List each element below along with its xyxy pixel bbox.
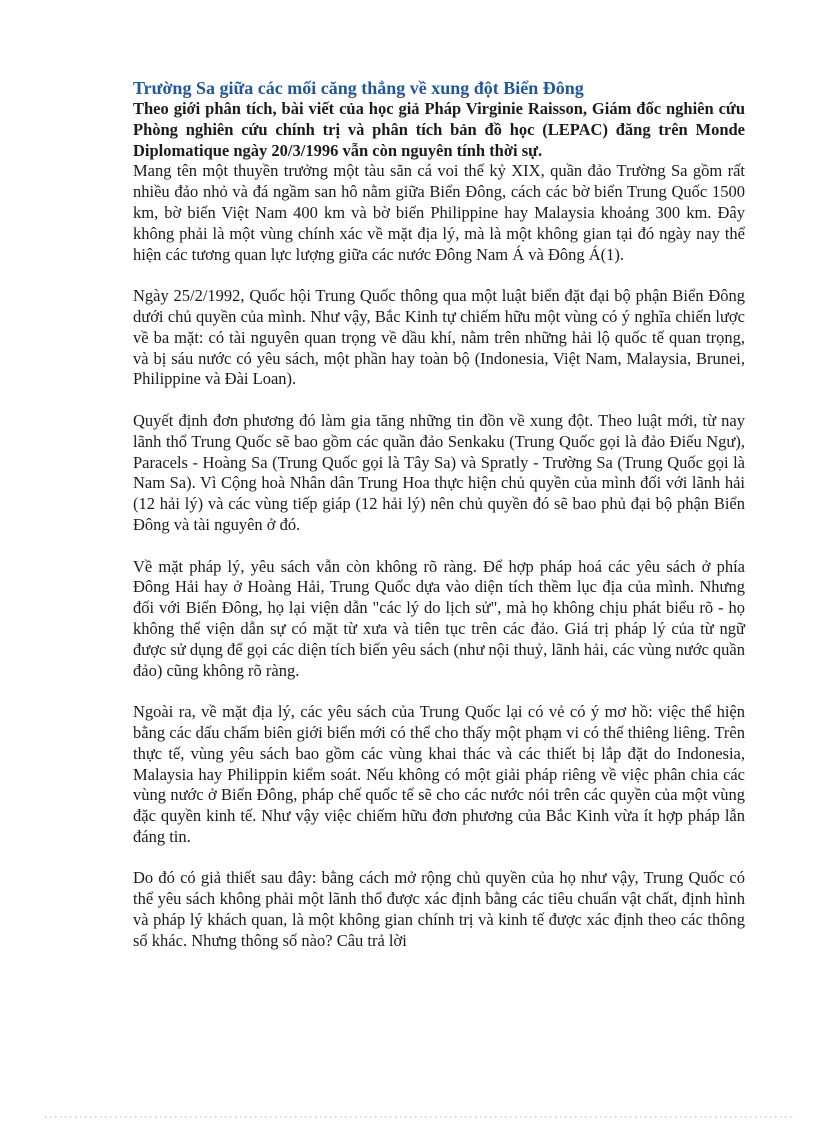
- article-body: [133, 77, 745, 952]
- paragraph-hypothesis: Do đó có giả thiết sau đây: bằng cách mở rộng chủ quyền của họ như vậy, Trung Quốc có thể yêu sách không phải một lãnh thổ được xác định bằng các tiêu chuẩn vật chất, định hình và pháp lý khách quan, là một không gian chính trị và kinh tế được xác định theo các thông số khác. Nhưng thông số nào? Câu trả lời: [133, 868, 745, 950]
- paragraph-1992-law: Ngày 25/2/1992, Quốc hội Trung Quốc thông qua một luật biển đặt đại bộ phận Biển Đông dưới chủ quyền của mình. Như vậy, Bắc Kinh tự chiếm hữu một vùng có ý nghĩa chiến lược về ba mặt: có tài nguyên quan trọng về dầu khí, nằm trên những hải lộ quốc tế quan trọng, và bị sáu nước có yêu sách, một phần hay toàn bộ (Indonesia, Việt Nam, Malaysia, Brunei, Philippine và Đài Loan).: [133, 286, 745, 389]
- paragraph-geographic-aspect: Ngoài ra, về mặt địa lý, các yêu sách của Trung Quốc lại có vẻ có ý mơ hồ: việc thể hiện bằng các dấu chấm biên giới biển mới có thể cho thấy một phạm vi có thể thiêng liêng. Trên thực tế, vùng yêu sách bao gồm các vùng khai thác và các thiết bị lắp đặt do Indonesia, Malaysia hay Philippin kiểm soát. Nếu không có một giải pháp riêng về việc phân chia các vùng nước ở Biển Đông, pháp chế quốc tế sẽ cho các nước nói trên các quyền của một vùng đặc quyền kinh tế. Như vậy việc chiếm hữu đơn phương của Bắc Kinh vừa ít hợp pháp lẫn đáng tin.: [133, 702, 745, 846]
- page-bottom-dotted-divider: [45, 1116, 795, 1118]
- paragraph-intro-geography: Mang tên một thuyền trưởng một tàu săn cá voi thế kỷ XIX, quần đảo Trường Sa gồm rất nhiều đảo nhỏ và đá ngầm san hô nằm giữa Biển Đông, cách các bờ biển Trung Quốc 1500 km, bờ biển Việt Nam 400 km và bờ biển Philippine hay Malaysia khoảng 300 km. Đây không phải là một vùng chính xác về mặt địa lý, mà là một không gian tại đó ngày nay thể hiện các tương quan lực lượng giữa các nước Đông Nam Á và Đông Á(1).: [133, 161, 745, 264]
- article-title: Trường Sa giữa các mối căng thẳng về xung đột Biển Đông: [133, 78, 584, 98]
- article-lead: Theo giới phân tích, bài viết của học giả Pháp Virginie Raisson, Giám đốc nghiên cứu Phòng nghiên cứu chính trị và phân tích bản đồ học (LEPAC) đăng trên Monde Diplomatique ngày 20/3/1996 vẫn còn nguyên tính thời sự.: [133, 99, 745, 160]
- paragraph-legal-aspect: Về mặt pháp lý, yêu sách vẫn còn không rõ ràng. Để hợp pháp hoá các yêu sách ở phía Đông Hải hay ở Hoàng Hải, Trung Quốc dựa vào diện tích thềm lục địa của mình. Nhưng đối với Biển Đông, họ lại viện dẫn "các lý do lịch sử", mà họ không chịu phát biểu rõ - họ không thể viện dẫn sự có mặt từ xưa và tiên tục trên các đảo. Giá trị pháp lý của từ ngữ được sử dụng để gọi các diện tích biển yêu sách (như nội thuỷ, lãnh hải, các vùng nước quần đảo) cũng không rõ ràng.: [133, 556, 745, 680]
- paragraph-unilateral-decision: Quyết định đơn phương đó làm gia tăng những tin đồn về xung đột. Theo luật mới, từ nay lãnh thổ Trung Quốc sẽ bao gồm các quần đảo Senkaku (Trung Quốc gọi là đảo Điếu Ngư), Paracels - Hoàng Sa (Trung Quốc gọi là Tây Sa) và Spratly - Trường Sa (Trung Quốc gọi là Nam Sa). Vì Cộng hoà Nhân dân Trung Hoa thực hiện chủ quyền của mình đối với lãnh hải (12 hải lý) và các vùng tiếp giáp (12 hải lý) nên chủ quyền đó sẽ bao phủ đại bộ phận Biển Đông và tài nguyên ở đó.: [133, 410, 745, 534]
